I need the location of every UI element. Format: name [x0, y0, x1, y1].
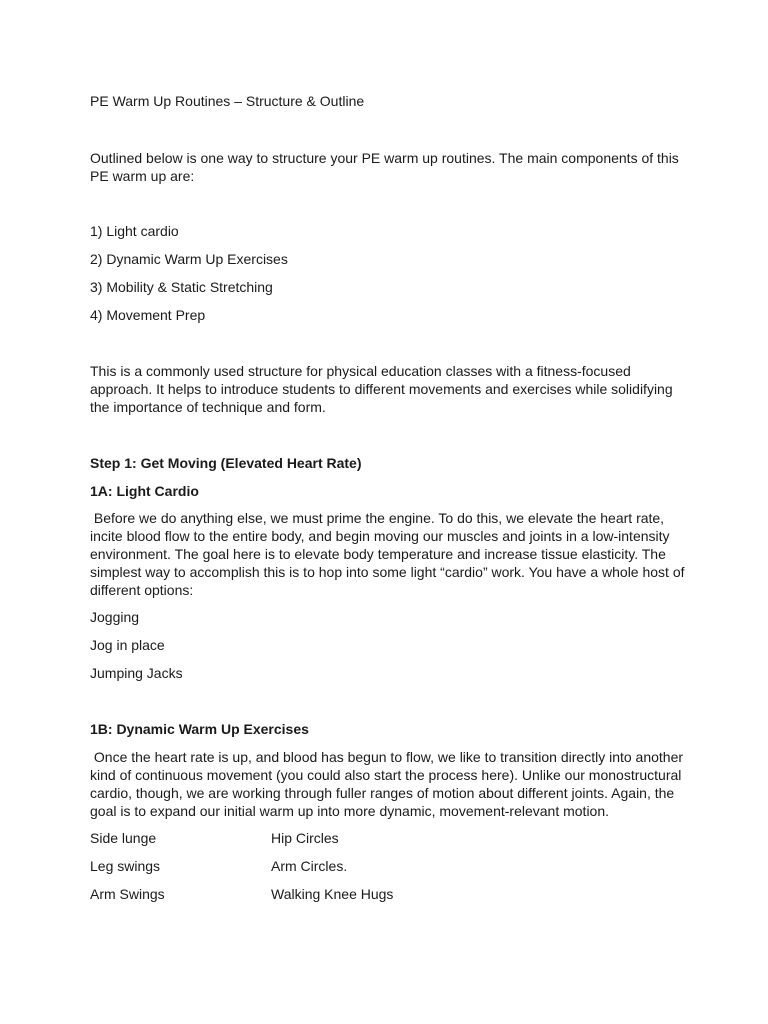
section-1a-heading: 1A: Light Cardio — [90, 483, 199, 499]
exercise-cell: Arm Swings — [90, 886, 165, 902]
section-1a-body: Before we do anything else, we must prime the engine. To do this, we elevate the heart rate, incite blood flow to the entire body, and begin moving our muscles and joints in a low-intensity environment. The goal here is to elevate body temperature and increase tissue elasticity. The simplest way to accomplish this is to hop into some light “cardio” work. You have a whole host of different options: — [90, 510, 689, 598]
list-item: 3) Mobility & Static Stretching — [90, 279, 273, 295]
exercise-cell: Walking Knee Hugs — [271, 886, 394, 902]
summary-paragraph: This is a commonly used structure for physical education classes with a fitness-focused approach. It helps to introduce students to different movements and exercises while solidifying the importance of technique and form. — [90, 363, 673, 415]
exercise-cell: Leg swings — [90, 858, 161, 874]
list-item: 1) Light cardio — [90, 223, 179, 239]
exercise-cell: Arm Circles. — [271, 858, 348, 874]
section-1b-body: Once the heart rate is up, and blood has begun to flow, we like to transition directly into another kind of continuous movement (you could also start the process here). Unlike our monostructural cardio, though, we are working through fuller ranges of motion about different joints. Again, the goal is to expand our initial warm up into more dynamic, movement-relevant motion. — [90, 749, 687, 819]
list-item: 2) Dynamic Warm Up Exercises — [90, 251, 288, 267]
exercise-cell: Side lunge — [90, 830, 157, 846]
list-item: Jumping Jacks — [90, 665, 183, 681]
list-item: Jogging — [90, 609, 140, 625]
section-1b-heading: 1B: Dynamic Warm Up Exercises — [90, 721, 309, 737]
list-item: 4) Movement Prep — [90, 307, 206, 323]
step1-heading: Step 1: Get Moving (Elevated Heart Rate) — [90, 455, 362, 471]
exercise-cell: Hip Circles — [271, 830, 339, 846]
document-title: PE Warm Up Routines – Structure & Outline — [90, 93, 365, 109]
intro-paragraph: Outlined below is one way to structure your PE warm up routines. The main components of this PE warm up are: — [90, 150, 679, 184]
list-item: Jog in place — [90, 637, 165, 653]
